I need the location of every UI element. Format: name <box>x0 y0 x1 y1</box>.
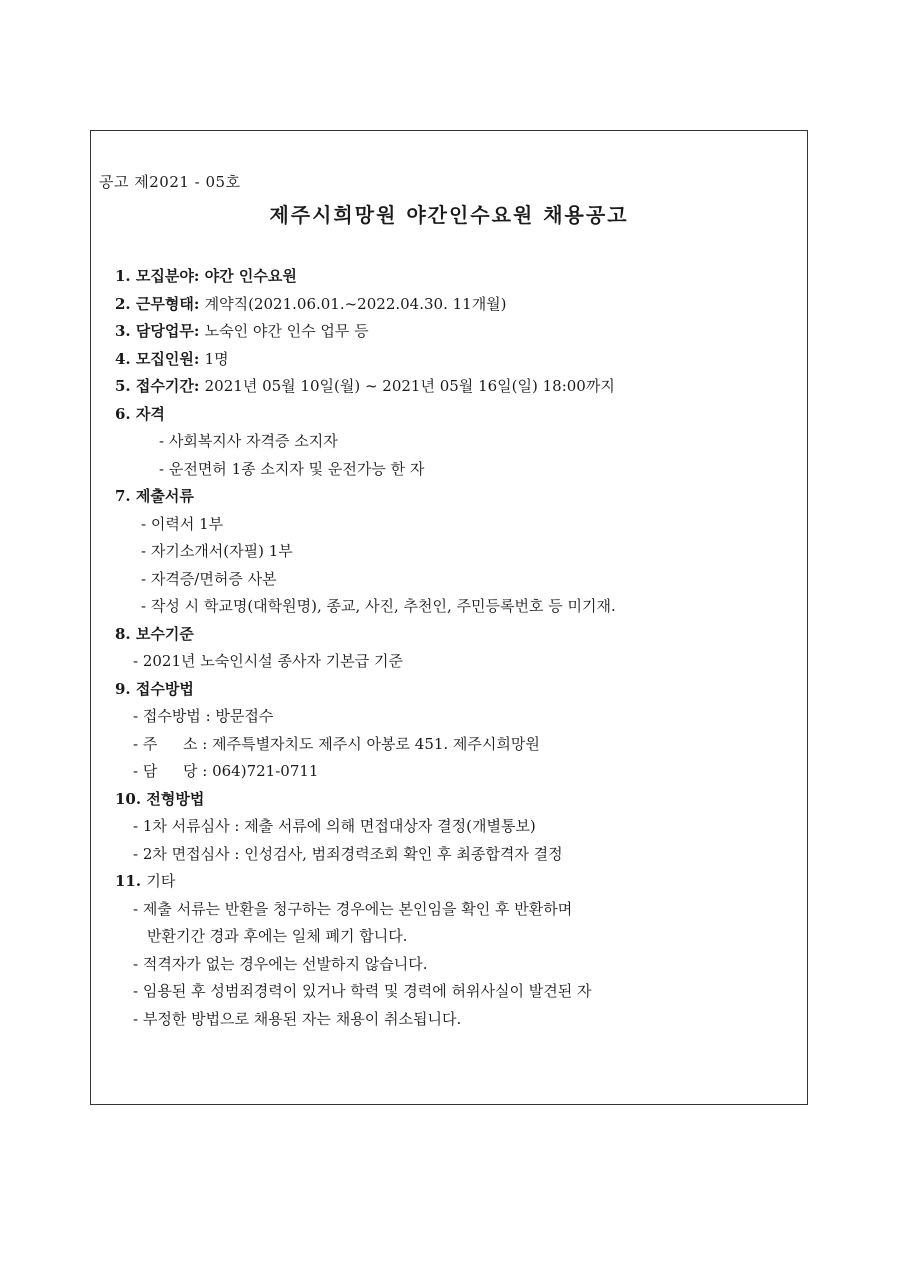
list-item: - 2021년 노숙인시설 종사자 기본급 기준 <box>133 652 403 670</box>
list-item: - 자기소개서(자필) 1부 <box>141 542 293 560</box>
section-number: 4. <box>115 349 131 368</box>
list-item: - 작성 시 학교명(대학원명), 종교, 사진, 추천인, 주민등록번호 등 미기재. <box>141 597 616 615</box>
section-label: 보수기준 <box>135 624 194 643</box>
list-item: - 자격증/면허증 사본 <box>141 569 277 588</box>
section-label: 접수기간: <box>135 377 200 395</box>
section-number: 6. <box>115 404 131 423</box>
section-6 <box>115 401 797 429</box>
document-frame <box>90 130 808 1105</box>
section-number: 8. <box>115 624 131 643</box>
field-key: - 접수방법 <box>133 707 201 725</box>
section-label: 전형방법 <box>146 789 205 808</box>
field-value: 064)721-0711 <box>212 762 319 780</box>
section-number: 3. <box>115 322 131 340</box>
section-value: 야간 인수요원 <box>204 267 297 285</box>
doc-number: 공고 제2021 - 05호 <box>99 173 241 191</box>
section-value: 1명 <box>204 349 229 368</box>
field-key-2: 당 <box>183 762 198 780</box>
section-label: 근무형태: <box>135 294 200 313</box>
section-label: 담당업무: <box>135 322 200 340</box>
section-label: 모집분야: <box>135 267 200 285</box>
section-number: 9. <box>115 679 131 698</box>
section-11 <box>115 868 797 896</box>
list-item: - 이력서 1부 <box>141 514 224 533</box>
list-item: - 사회복지사 자격증 소지자 <box>159 432 338 450</box>
field-key: - 주 <box>133 734 158 753</box>
section-number: 11. <box>115 872 142 890</box>
section-label: 접수방법 <box>135 679 194 698</box>
section-label: 모집인원: <box>135 349 200 368</box>
list-item: - 운전면허 1종 소지자 및 운전가능 한 자 <box>159 459 425 478</box>
section-value: 계약직(2021.06.01.~2022.04.30. 11개월) <box>204 294 507 313</box>
section-number: 1. <box>115 267 131 285</box>
list-item <box>115 703 797 731</box>
section-value: 2021년 05월 10일(월) ~ 2021년 05월 16일(일) 18:00까지 <box>204 377 615 395</box>
separator: : <box>197 762 213 780</box>
section-number: 5. <box>115 377 131 395</box>
section-number: 7. <box>115 487 131 505</box>
section-2 <box>115 291 797 319</box>
field-value: 방문접수 <box>215 707 274 725</box>
list-item: - 1차 서류심사 : 제출 서류에 의해 면접대상자 결정(개별통보) <box>133 817 536 835</box>
list-item: - 임용된 후 성범죄경력이 있거나 학력 및 경력에 허위사실이 발견된 자 <box>133 982 592 1000</box>
section-10 <box>115 786 797 814</box>
section-label: 기타 <box>146 872 176 890</box>
list-item-continuation: 반환기간 경과 후에는 일체 폐기 합니다. <box>147 927 408 945</box>
section-label: 자격 <box>135 404 165 423</box>
separator: : <box>197 734 213 753</box>
page-title: 제주시희망원 야간인수요원 채용공고 <box>269 203 629 227</box>
section-3 <box>115 318 797 346</box>
section-7 <box>115 483 797 511</box>
document-body <box>115 263 797 1033</box>
field-key-2: 소 <box>183 734 198 753</box>
list-item <box>115 758 797 786</box>
list-item <box>115 731 797 759</box>
section-8 <box>115 621 797 649</box>
list-item: - 제출 서류는 반환을 청구하는 경우에는 본인임을 확인 후 반환하며 <box>133 899 573 918</box>
field-key: - 담 <box>133 762 158 780</box>
section-4 <box>115 346 797 374</box>
section-5 <box>115 373 797 401</box>
section-label: 제출서류 <box>135 487 194 505</box>
list-item: - 부정한 방법으로 채용된 자는 채용이 취소됩니다. <box>133 1009 462 1028</box>
separator: : <box>200 707 216 725</box>
section-1 <box>115 263 797 291</box>
section-value: 노숙인 야간 인수 업무 등 <box>204 322 369 340</box>
section-number: 2. <box>115 294 131 313</box>
field-value: 제주특별자치도 제주시 아봉로 451. 제주시희망원 <box>212 734 540 753</box>
list-item: - 적격자가 없는 경우에는 선발하지 않습니다. <box>133 954 428 973</box>
list-item: - 2차 면접심사 : 인성검사, 범죄경력조회 확인 후 최종합격자 결정 <box>133 844 563 863</box>
section-number: 10. <box>115 789 142 808</box>
section-9 <box>115 676 797 704</box>
